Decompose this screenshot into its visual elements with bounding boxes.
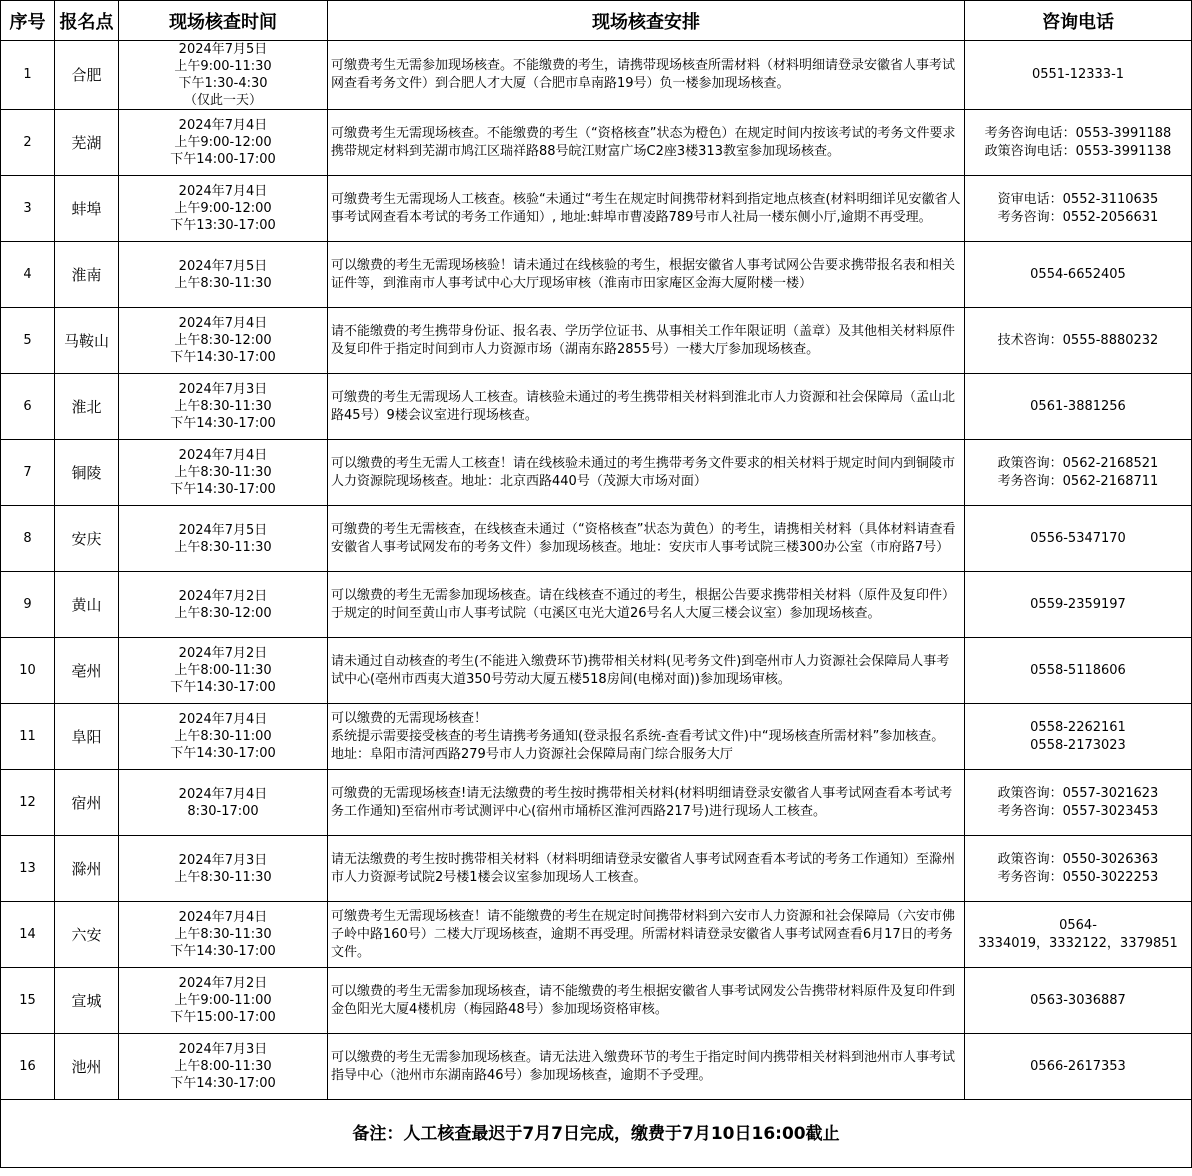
cell-time <box>119 572 328 638</box>
phone-line: 政策咨询：0562-2168521 <box>997 455 1159 471</box>
time-line: 2024年7月4日 <box>178 786 268 802</box>
table-row <box>1 242 1192 308</box>
cell-site: 六安 <box>55 902 119 968</box>
time-line: 2024年7月4日 <box>178 316 268 331</box>
time-line: 下午1:30-4:30 <box>178 76 268 91</box>
cell-no: 9 <box>1 572 55 638</box>
time-line: 2024年7月2日 <box>178 646 268 661</box>
cell-no: 3 <box>1 176 55 242</box>
cell-no: 10 <box>1 638 55 704</box>
time-line: 下午14:00-17:00 <box>170 152 276 167</box>
phone-line: 0563-3036887 <box>1030 992 1126 1008</box>
time-line: 上午9:00-12:00 <box>174 201 272 216</box>
cell-site: 宣城 <box>55 968 119 1034</box>
time-line: 上午8:30-11:30 <box>174 275 272 291</box>
cell-no: 14 <box>1 902 55 968</box>
phone-line: 0564- <box>1059 917 1097 933</box>
arrangement-line: 可以缴费的无需现场核查！ <box>331 710 488 726</box>
phone-line: 考务咨询：0552-2056631 <box>997 209 1159 225</box>
time-line: 上午8:30-11:30 <box>174 927 272 942</box>
time-line: 下午15:00-17:00 <box>170 1010 276 1025</box>
cell-no: 5 <box>1 308 55 374</box>
cell-site: 安庆 <box>55 506 119 572</box>
note-row <box>1 1100 1192 1168</box>
cell-no: 11 <box>1 704 55 770</box>
time-line: 2024年7月4日 <box>178 712 268 727</box>
cell-phone <box>965 902 1192 968</box>
arrangement-line: 地址：阜阳市清河西路279号市人力资源社会保障局南门综合服务大厅 <box>331 746 733 762</box>
cell-arrangement: 可缴费考生无需现场核查。不能缴费的考生（“资格核查”状态为橙色）在规定时间内按该考试的考务文件要求携带规定材料到芜湖市鸠江区瑞祥路88号皖江财富广场C2座3楼313教室参加现场核查。 <box>328 110 965 176</box>
cell-phone <box>965 374 1192 440</box>
cell-phone <box>965 242 1192 308</box>
cell-arrangement: 请不能缴费的考生携带身份证、报名表、学历学位证书、从事相关工作年限证明（盖章）及其他相关材料原件及复印件于指定时间到市人力资源市场（湖南东路2855号）一楼大厅参加现场核查。 <box>328 308 965 374</box>
time-line: 8:30-17:00 <box>187 803 259 819</box>
phone-line: 0556-5347170 <box>1030 530 1126 546</box>
phone-line: 0559-2359197 <box>1030 596 1126 612</box>
cell-site: 滁州 <box>55 836 119 902</box>
cell-phone <box>965 110 1192 176</box>
time-line: 2024年7月5日 <box>178 42 268 57</box>
header-phone: 咨询电话 <box>965 1 1192 41</box>
phone-line: 0558-2173023 <box>1030 737 1126 753</box>
table-row <box>1 1034 1192 1100</box>
cell-no: 7 <box>1 440 55 506</box>
table-row <box>1 41 1192 110</box>
time-line: 上午8:30-11:30 <box>174 465 272 480</box>
phone-line: 技术咨询：0555-8880232 <box>997 332 1159 348</box>
cell-time <box>119 242 328 308</box>
time-line: 2024年7月5日 <box>178 258 268 274</box>
time-line: 2024年7月4日 <box>178 910 268 925</box>
cell-arrangement: 可以缴费的考生无需参加现场核查。请在线核查不通过的考生，根据公告要求携带相关材料（原件及复印件）于规定的时间至黄山市人事考试院（屯溪区屯光大道26号名人大厦三楼会议室）参加现场核查。 <box>328 572 965 638</box>
cell-arrangement: 可以缴费的考生无需现场核验！请未通过在线核验的考生，根据安徽省人事考试网公告要求携带报名表和相关证件等，到淮南市人事考试中心大厅现场审核（淮南市田家庵区金海大厦附楼一楼） <box>328 242 965 308</box>
table-row <box>1 308 1192 374</box>
cell-phone <box>965 572 1192 638</box>
phone-line: 0554-6652405 <box>1030 266 1126 282</box>
cell-time <box>119 176 328 242</box>
phone-line: 考务咨询：0550-3022253 <box>997 869 1159 885</box>
phone-line: 政策咨询：0550-3026363 <box>997 851 1159 867</box>
cell-no: 12 <box>1 770 55 836</box>
cell-no: 4 <box>1 242 55 308</box>
cell-arrangement: 可缴费考生无需参加现场核查。不能缴费的考生，请携带现场核查所需材料（材料明细请登录安徽省人事考试网查看考务文件）到合肥人才大厦（合肥市阜南路19号）负一楼参加现场核查。 <box>328 41 965 110</box>
time-line: 下午14:30-17:00 <box>170 482 276 497</box>
time-line: 2024年7月2日 <box>178 976 268 991</box>
time-line: 2024年7月5日 <box>178 522 268 538</box>
phone-line: 考务咨询电话：0553-3991188 <box>984 125 1172 141</box>
time-line: 上午8:30-12:00 <box>174 333 272 348</box>
table-row <box>1 902 1192 968</box>
cell-time <box>119 506 328 572</box>
table-row <box>1 440 1192 506</box>
cell-site: 淮北 <box>55 374 119 440</box>
cell-arrangement: 可缴费的考生无需核查，在线核查未通过（“资格核查”状态为黄色）的考生，请携相关材料（具体材料请查看安徽省人事考试网发布的考务文件）参加现场核查。地址：安庆市人事考试院三楼300办公室（市府路7号） <box>328 506 965 572</box>
cell-time <box>119 1034 328 1100</box>
cell-site: 亳州 <box>55 638 119 704</box>
time-line: 上午8:30-11:30 <box>174 399 272 414</box>
cell-site: 合肥 <box>55 41 119 110</box>
cell-no: 15 <box>1 968 55 1034</box>
phone-line: 政策咨询：0557-3021623 <box>997 785 1159 801</box>
cell-time <box>119 41 328 110</box>
cell-phone <box>965 176 1192 242</box>
cell-phone <box>965 440 1192 506</box>
cell-phone <box>965 836 1192 902</box>
cell-phone <box>965 506 1192 572</box>
cell-arrangement: 可以缴费的考生无需人工核查！请在线核验未通过的考生携带考务文件要求的相关材料于规定时间内到铜陵市人力资源院现场核查。地址：北京西路440号（茂源大市场对面） <box>328 440 965 506</box>
phone-line: 0561-3881256 <box>1030 398 1126 414</box>
cell-arrangement: 请无法缴费的考生按时携带相关材料（材料明细请登录安徽省人事考试网查看本考试的考务工作通知）至滁州市人力资源考试院2号楼1楼会议室参加现场人工核查。 <box>328 836 965 902</box>
table-row <box>1 968 1192 1034</box>
cell-phone <box>965 41 1192 110</box>
cell-time <box>119 308 328 374</box>
cell-arrangement: 可缴费的无需现场核查!请无法缴费的考生按时携带相关材料(材料明细请登录安徽省人事考试网查看本考试考务工作通知)至宿州市考试测评中心(宿州市埇桥区淮河西路217号)进行现场人工核查。 <box>328 770 965 836</box>
cell-arrangement: 可缴费的考生无需现场人工核查。请核验未通过的考生携带相关材料到淮北市人力资源和社会保障局（孟山北路45号）9楼会议室进行现场核查。 <box>328 374 965 440</box>
cell-no: 16 <box>1 1034 55 1100</box>
cell-phone <box>965 308 1192 374</box>
header-no: 序号 <box>1 1 55 41</box>
cell-arrangement: 可以缴费的考生无需参加现场核查，请不能缴费的考生根据安徽省人事考试网发公告携带材料原件及复印件到金色阳光大厦4楼机房（梅园路48号）参加现场资格审核。 <box>328 968 965 1034</box>
cell-time <box>119 836 328 902</box>
phone-line: 0558-2262161 <box>1030 719 1126 735</box>
table-row <box>1 506 1192 572</box>
cell-time <box>119 770 328 836</box>
time-line: （仅此一天） <box>183 93 262 108</box>
cell-site: 池州 <box>55 1034 119 1100</box>
time-line: 2024年7月3日 <box>178 852 268 868</box>
time-line: 上午8:00-11:30 <box>174 663 272 678</box>
time-line: 上午8:30-12:00 <box>174 605 272 621</box>
header-time: 现场核查时间 <box>119 1 328 41</box>
time-line: 2024年7月4日 <box>178 184 268 199</box>
phone-line: 0558-5118606 <box>1030 662 1126 678</box>
cell-site: 蚌埠 <box>55 176 119 242</box>
time-line: 2024年7月4日 <box>178 448 268 463</box>
cell-arrangement: 请未通过自动核查的考生(不能进入缴费环节)携带相关材料(见考务文件)到亳州市人力资源社会保障局人事考试中心(亳州市西夷大道350号劳动大厦五楼518房间(电梯对面))参加现场审核。 <box>328 638 965 704</box>
header-site: 报名点 <box>55 1 119 41</box>
phone-line: 0551-12333-1 <box>1031 67 1125 82</box>
cell-arrangement: 可以缴费的考生无需参加现场核查。请无法进入缴费环节的考生于指定时间内携带相关材料到池州市人事考试指导中心（池州市东湖南路46号）参加现场核查，逾期不予受理。 <box>328 1034 965 1100</box>
phone-line: 考务咨询：0562-2168711 <box>997 473 1159 489</box>
time-line: 下午14:30-17:00 <box>170 1076 276 1091</box>
cell-arrangement <box>328 704 965 770</box>
time-line: 上午9:00-11:00 <box>174 993 272 1008</box>
cell-time <box>119 110 328 176</box>
cell-no: 1 <box>1 41 55 110</box>
phone-line: 3334019，3332122，3379851 <box>978 935 1178 951</box>
cell-arrangement: 可缴费考生无需现场人工核查。核验“未通过“考生在规定时间携带材料到指定地点核查(材料明细详见安徽省人事考试网查看本考试的考务工作通知）, 地址:蚌埠市曹凌路789号市人社局一楼东侧小厅,逾期不再受理。 <box>328 176 965 242</box>
time-line: 上午8:00-11:30 <box>174 1059 272 1074</box>
table-row <box>1 572 1192 638</box>
table-row <box>1 770 1192 836</box>
time-line: 上午8:30-11:00 <box>174 729 272 744</box>
cell-phone <box>965 968 1192 1034</box>
cell-no: 6 <box>1 374 55 440</box>
cell-no: 13 <box>1 836 55 902</box>
cell-time <box>119 704 328 770</box>
time-line: 下午14:30-17:00 <box>170 680 276 695</box>
time-line: 2024年7月3日 <box>178 1042 268 1057</box>
cell-no: 8 <box>1 506 55 572</box>
time-line: 上午9:00-11:30 <box>174 59 272 74</box>
table-row <box>1 704 1192 770</box>
cell-time <box>119 902 328 968</box>
cell-no: 2 <box>1 110 55 176</box>
phone-line: 考务咨询：0557-3023453 <box>997 803 1159 819</box>
cell-site: 芜湖 <box>55 110 119 176</box>
phone-line: 0566-2617353 <box>1030 1058 1126 1074</box>
time-line: 2024年7月2日 <box>178 588 268 604</box>
cell-site: 宿州 <box>55 770 119 836</box>
cell-phone <box>965 770 1192 836</box>
time-line: 下午14:30-17:00 <box>170 416 276 431</box>
cell-time <box>119 374 328 440</box>
cell-time <box>119 968 328 1034</box>
cell-site: 阜阳 <box>55 704 119 770</box>
table-row <box>1 110 1192 176</box>
cell-site: 铜陵 <box>55 440 119 506</box>
time-line: 下午14:30-17:00 <box>170 746 276 761</box>
arrangement-line: 系统提示需要接受核查的考生请携考务通知(登录报名系统-查看考试文件)中“现场核查所需材料”参加核查。 <box>331 728 945 744</box>
time-line: 上午8:30-11:30 <box>174 869 272 885</box>
table-row <box>1 638 1192 704</box>
cell-phone <box>965 1034 1192 1100</box>
time-line: 下午13:30-17:00 <box>170 218 276 233</box>
cell-phone <box>965 638 1192 704</box>
time-line: 上午9:00-12:00 <box>174 135 272 150</box>
cell-arrangement: 可缴费考生无需现场核查！请不能缴费的考生在规定时间携带材料到六安市人力资源和社会保障局（六安市佛子岭中路160号）二楼大厅现场核查，逾期不再受理。所需材料请登录安徽省人事考试网查看6月17日的考务文件。 <box>328 902 965 968</box>
table-row <box>1 374 1192 440</box>
cell-site: 马鞍山 <box>55 308 119 374</box>
table-row <box>1 836 1192 902</box>
time-line: 下午14:30-17:00 <box>170 944 276 959</box>
time-line: 2024年7月4日 <box>178 118 268 133</box>
cell-phone <box>965 704 1192 770</box>
table-row <box>1 176 1192 242</box>
header-row <box>1 1 1192 41</box>
time-line: 上午8:30-11:30 <box>174 539 272 555</box>
note-text: 备注：人工核查最迟于7月7日完成，缴费于7月10日16:00截止 <box>1 1100 1192 1168</box>
cell-site: 黄山 <box>55 572 119 638</box>
cell-time <box>119 440 328 506</box>
cell-time <box>119 638 328 704</box>
header-arrangement: 现场核查安排 <box>328 1 965 41</box>
table-body <box>1 41 1192 1100</box>
time-line: 2024年7月3日 <box>178 382 268 397</box>
cell-site: 淮南 <box>55 242 119 308</box>
phone-line: 政策咨询电话：0553-3991138 <box>984 143 1172 159</box>
time-line: 下午14:30-17:00 <box>170 350 276 365</box>
phone-line: 资审电话：0552-3110635 <box>997 191 1159 207</box>
